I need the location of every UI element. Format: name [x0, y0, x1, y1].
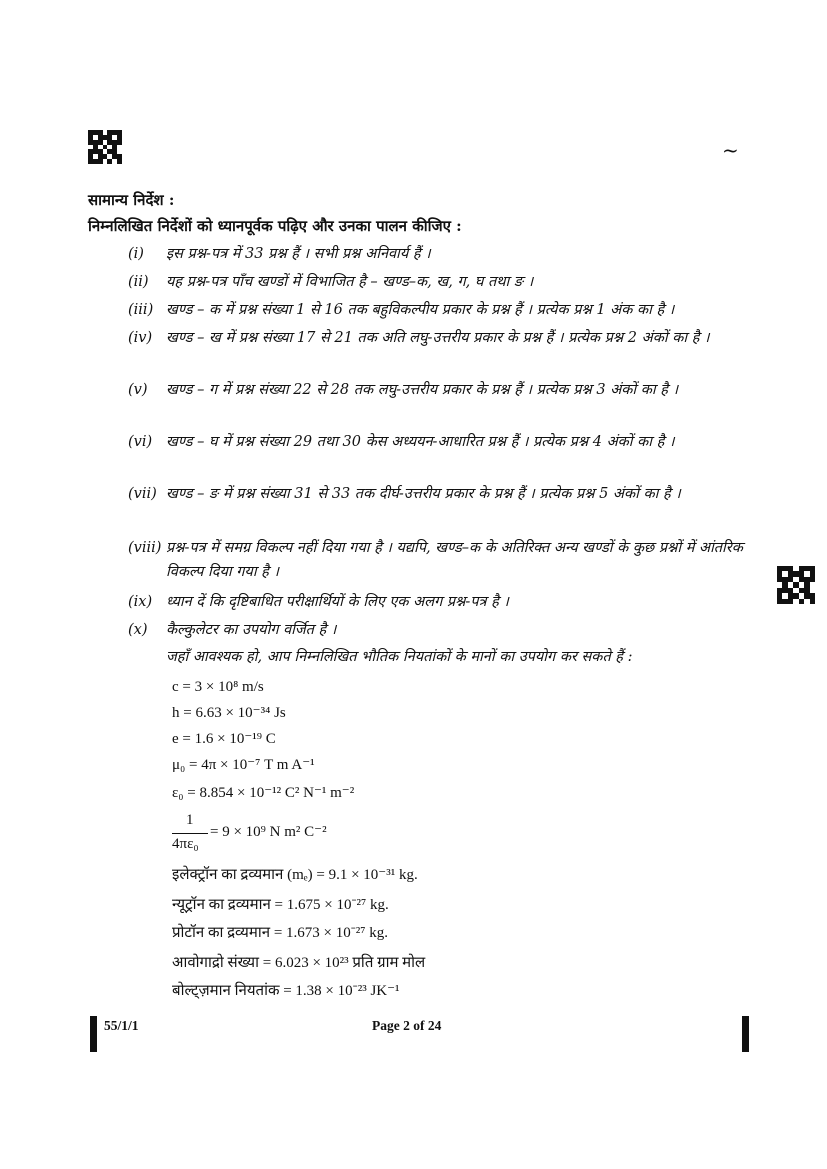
boltzmann-constant: बोल्ट्ज़मान नियतांक = 1.38 × 10⁻²³ JK⁻¹ — [172, 983, 400, 999]
list-item: (ix) ध्यान दें कि दृष्टिबाधित परीक्षार्थियों के लिए एक अलग प्रश्न-पत्र है । — [128, 594, 509, 610]
list-item: (v) खण्ड – ग में प्रश्न संख्या 22 से 28 तक लघु-उत्तरीय प्रकार के प्रश्न हैं । प्रत्येक प्रश्न 3 अंकों का है । — [128, 382, 679, 398]
qr-code-top-left — [88, 130, 122, 164]
avogadro-number: आवोगाद्रो संख्या = 6.023 × 10²³ प्रति ग्राम मोल — [172, 955, 426, 971]
constant-h: h = 6.63 × 10⁻³⁴ Js — [172, 705, 286, 721]
fraction-denominator: 4πε₀ — [172, 836, 199, 852]
general-instructions-heading: सामान्य निर्देश : — [88, 191, 175, 209]
constant-c: c = 3 × 10⁸ m/s — [172, 679, 264, 695]
list-item: (iii) खण्ड – क में प्रश्न संख्या 1 से 16 तक बहुविकल्पीय प्रकार के प्रश्न हैं । प्रत्येक प्रश्न 1 अंक का है । — [128, 302, 675, 318]
list-item: (iv) खण्ड – ख में प्रश्न संख्या 17 से 21 तक अति लघु-उत्तरीय प्रकार के प्रश्न हैं । प्रत्येक प्रश्न 2 अंकों का है । — [128, 330, 710, 346]
fraction-line — [172, 833, 208, 834]
read-instructions-heading: निम्नलिखित निर्देशों को ध्यानपूर्वक पढ़िए और उनका पालन कीजिए : — [88, 217, 462, 235]
list-item: (vi) खण्ड – घ में प्रश्न संख्या 29 तथा 30 केस अध्ययन-आधारित प्रश्न हैं । प्रत्येक प्रश्न 4 अंकों का है । — [128, 434, 675, 450]
fraction-rhs: = 9 × 10⁹ N m² C⁻² — [210, 824, 327, 840]
neutron-mass: न्यूट्रॉन का द्रव्यमान = 1.675 × 10⁻²⁷ kg. — [172, 897, 389, 913]
list-item: (ii) यह प्रश्न-पत्र पाँच खण्डों में विभाजित है – खण्ड–क, ख, ग, घ तथा ङ । — [128, 274, 534, 290]
electron-mass: इलेक्ट्रॉन का द्रव्यमान (mₑ) = 9.1 × 10⁻³¹ kg. — [172, 867, 418, 883]
paper-code: 55/1/1 — [104, 1018, 139, 1033]
list-item: (viii) प्रश्न-पत्र में समग्र विकल्प नहीं दिया गया है । यद्यपि, खण्ड–क के अतिरिक्त अन्य खण्डों के कुछ प्रश्नों में आंतरिक विकल्प दिया गया है । — [128, 540, 743, 580]
page-number: Page 2 of 24 — [372, 1018, 442, 1033]
list-item: (vii) खण्ड – ङ में प्रश्न संख्या 31 से 33 तक दीर्घ-उत्तरीय प्रकार के प्रश्न हैं । प्रत्येक प्रश्न 5 अंकों का है । — [128, 486, 681, 502]
footer-bar-right — [742, 1016, 749, 1052]
tilde-mark: ~ — [722, 138, 739, 162]
footer-bar-left — [90, 1016, 97, 1052]
proton-mass: प्रोटॉन का द्रव्यमान = 1.673 × 10⁻²⁷ kg. — [172, 925, 389, 941]
list-item: (i) इस प्रश्न-पत्र में 33 प्रश्न हैं । सभी प्रश्न अनिवार्य हैं । — [128, 246, 431, 262]
fraction-numerator: 1 — [186, 812, 194, 828]
constant-mu0: μ₀ = 4π × 10⁻⁷ T m A⁻¹ — [172, 757, 315, 773]
list-item: (x) कैल्कुलेटर का उपयोग वर्जित है । — [128, 622, 337, 638]
qr-code-right — [777, 566, 815, 604]
constant-eps0: ε₀ = 8.854 × 10⁻¹² C² N⁻¹ m⁻² — [172, 785, 355, 801]
constant-e: e = 1.6 × 10⁻¹⁹ C — [172, 731, 276, 747]
constants-intro: जहाँ आवश्यक हो, आप निम्नलिखित भौतिक नियतांकों के मानों का उपयोग कर सकते हैं : — [166, 649, 633, 665]
